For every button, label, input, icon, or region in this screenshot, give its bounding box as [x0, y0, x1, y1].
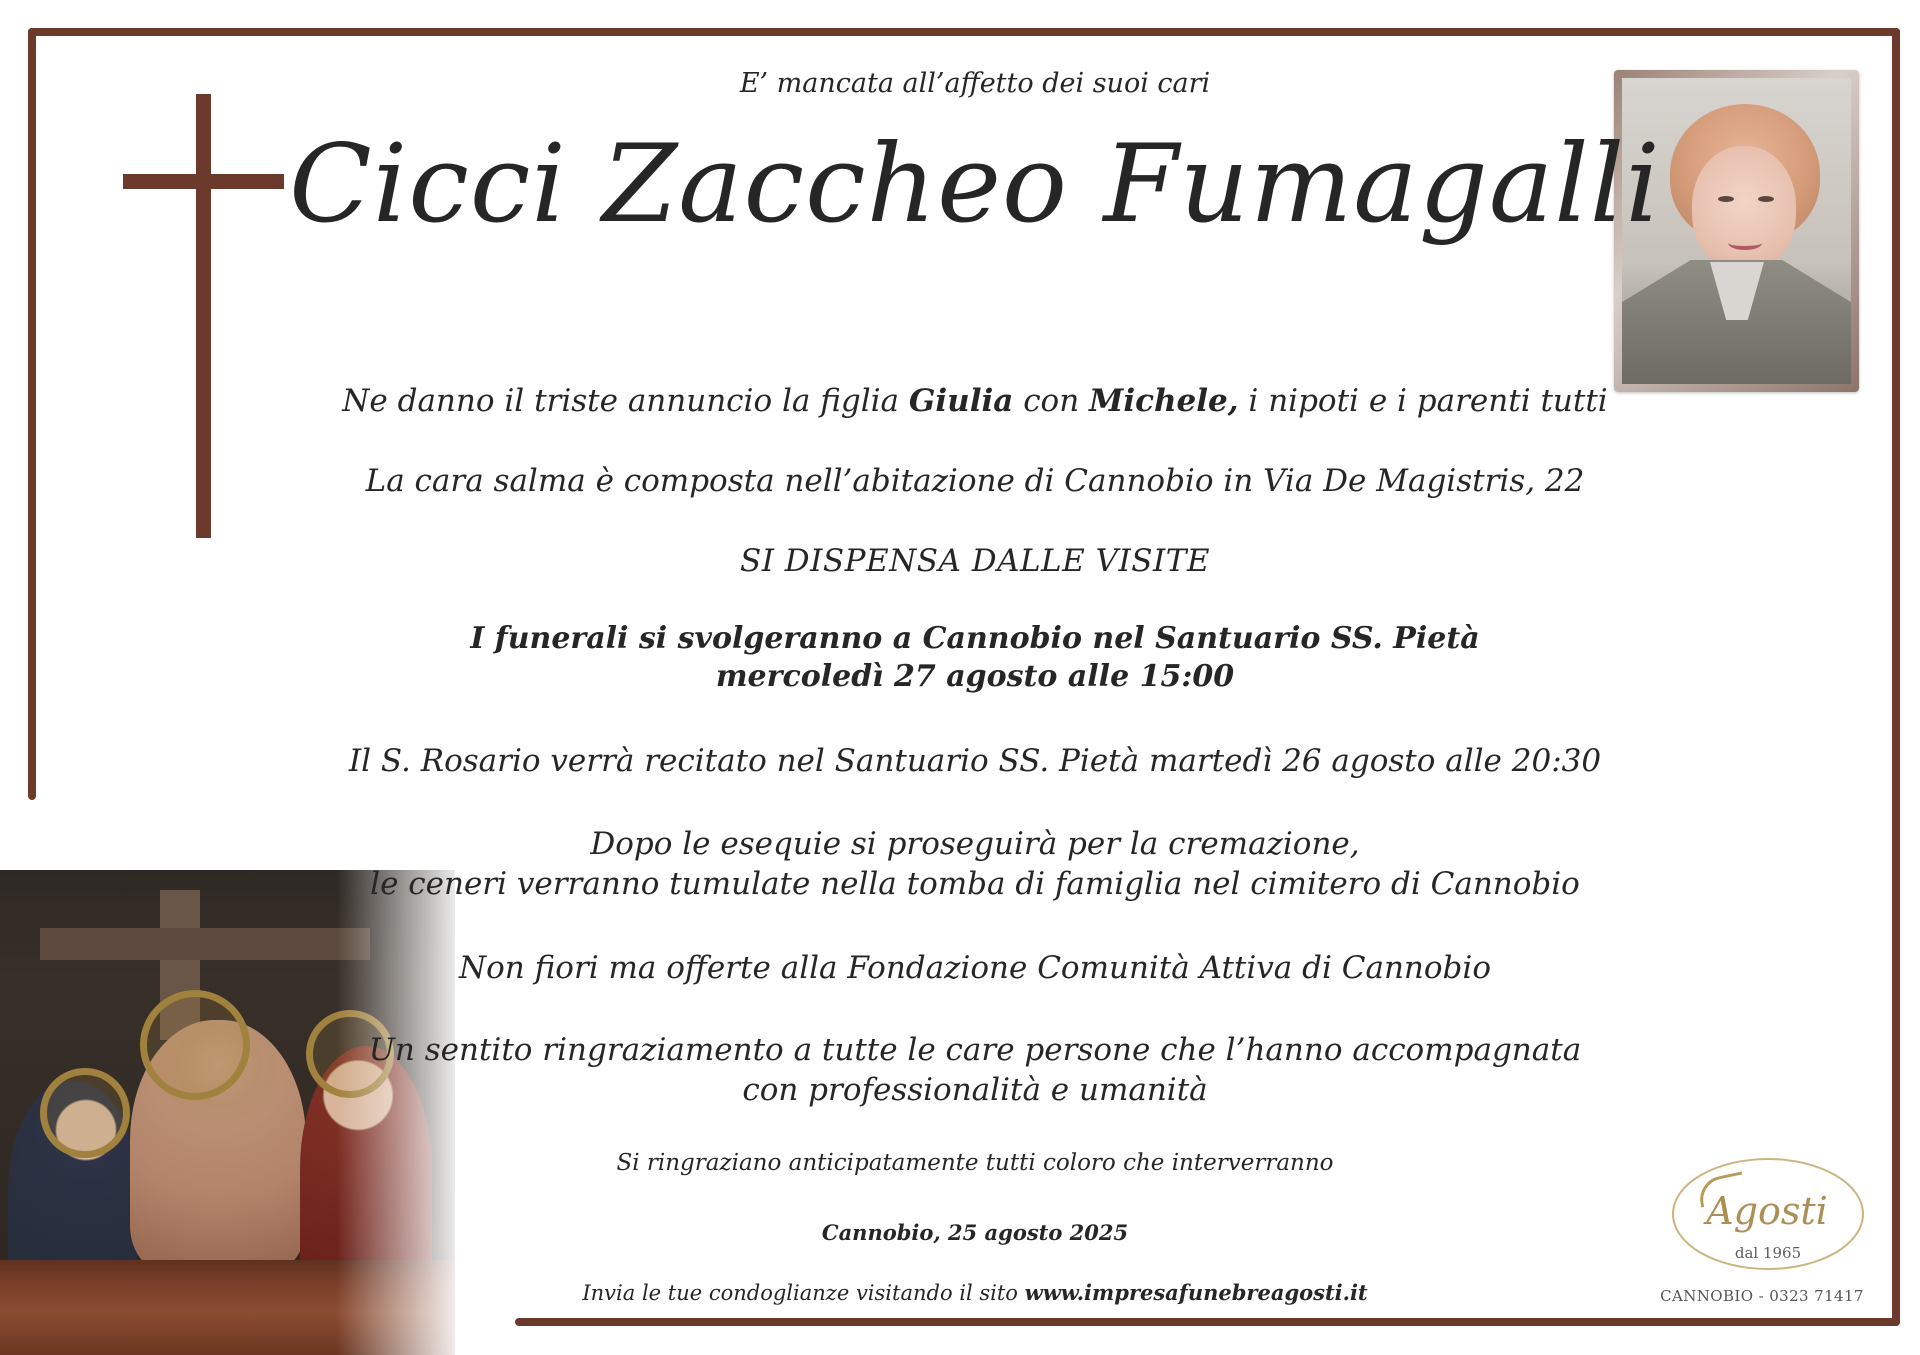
cross-vertical-bar	[196, 94, 211, 538]
frame-left-line	[28, 28, 36, 800]
thanks-line-2: con professionalità e umanità	[742, 1072, 1208, 1109]
thanks-message	[280, 1030, 1670, 1111]
advance-thanks: Si ringraziano anticipatamente tutti coloro che interverranno	[616, 1150, 1334, 1176]
funeral-location: I funerali si svolgeranno a Cannobio nel Santuario SS. Pietà	[470, 621, 1480, 656]
announcement-prefix: Ne danno il triste annuncio la figlia	[342, 383, 909, 419]
visit-notice: SI DISPENSA DALLE VISITE	[739, 543, 1211, 579]
painting-tomb-ledge	[0, 1260, 455, 1355]
logo-contact: CANNOBIO - 0323 71417	[1660, 1287, 1864, 1305]
frame-bottom-line	[515, 1318, 1900, 1326]
place-date: Cannobio, 25 agosto 2025	[821, 1220, 1129, 1245]
cremation-line-2: le ceneri verranno tumulate nella tomba di famiglia nel cimitero di Cannobio	[370, 866, 1580, 903]
painting-halo-center	[140, 990, 250, 1100]
flowers-notice: Non fiori ma offerte alla Fondazione Comunità Attiva di Cannobio	[459, 950, 1491, 986]
portrait-right-eye	[1758, 196, 1774, 202]
partner-name: Michele,	[1089, 383, 1239, 419]
announcement-connector: con	[1013, 383, 1090, 419]
funeral-home-logo	[1646, 1158, 1878, 1308]
frame-right-line	[1892, 28, 1900, 1326]
condolence-prefix: Invia le tue condoglianze visitando il sito	[582, 1281, 1025, 1305]
logo-name: Agosti	[1706, 1189, 1828, 1233]
funeral-details	[280, 620, 1670, 695]
painting-halo-left	[40, 1068, 130, 1158]
rosary-details: Il S. Rosario verrà recitato nel Santuario SS. Pietà martedì 26 agosto alle 20:30	[348, 743, 1602, 779]
condolence-message	[280, 1280, 1670, 1305]
deceased-name: Cicci Zaccheo Fumagalli	[289, 122, 1661, 247]
funeral-date-time: mercoledì 27 agosto alle 15:00	[715, 658, 1235, 694]
portrait-smile	[1728, 236, 1762, 250]
cremation-line-1: Dopo le esequie si proseguirà per la cremazione,	[590, 826, 1360, 862]
frame-top-line	[28, 28, 1900, 36]
announcement-suffix: i nipoti e i parenti tutti	[1238, 383, 1608, 419]
notice-intro: E’ mancata all’affetto dei suoi cari	[739, 68, 1211, 99]
cremation-details	[280, 824, 1670, 905]
cross-horizontal-bar	[123, 174, 284, 189]
logo-since: dal 1965	[1734, 1244, 1802, 1262]
portrait-left-eye	[1718, 196, 1734, 202]
remains-location: La cara salma è composta nell’abitazione di Cannobio in Via De Magistris, 22	[365, 463, 1585, 499]
daughter-name: Giulia	[908, 383, 1014, 419]
condolence-website-link[interactable]: www.impresafunebreagosti.it	[1024, 1280, 1368, 1305]
thanks-line-1: Un sentito ringraziamento a tutte le care persone che l’hanno accompagnata	[368, 1032, 1582, 1068]
portrait-face	[1692, 146, 1796, 270]
announcement-line	[280, 383, 1670, 419]
